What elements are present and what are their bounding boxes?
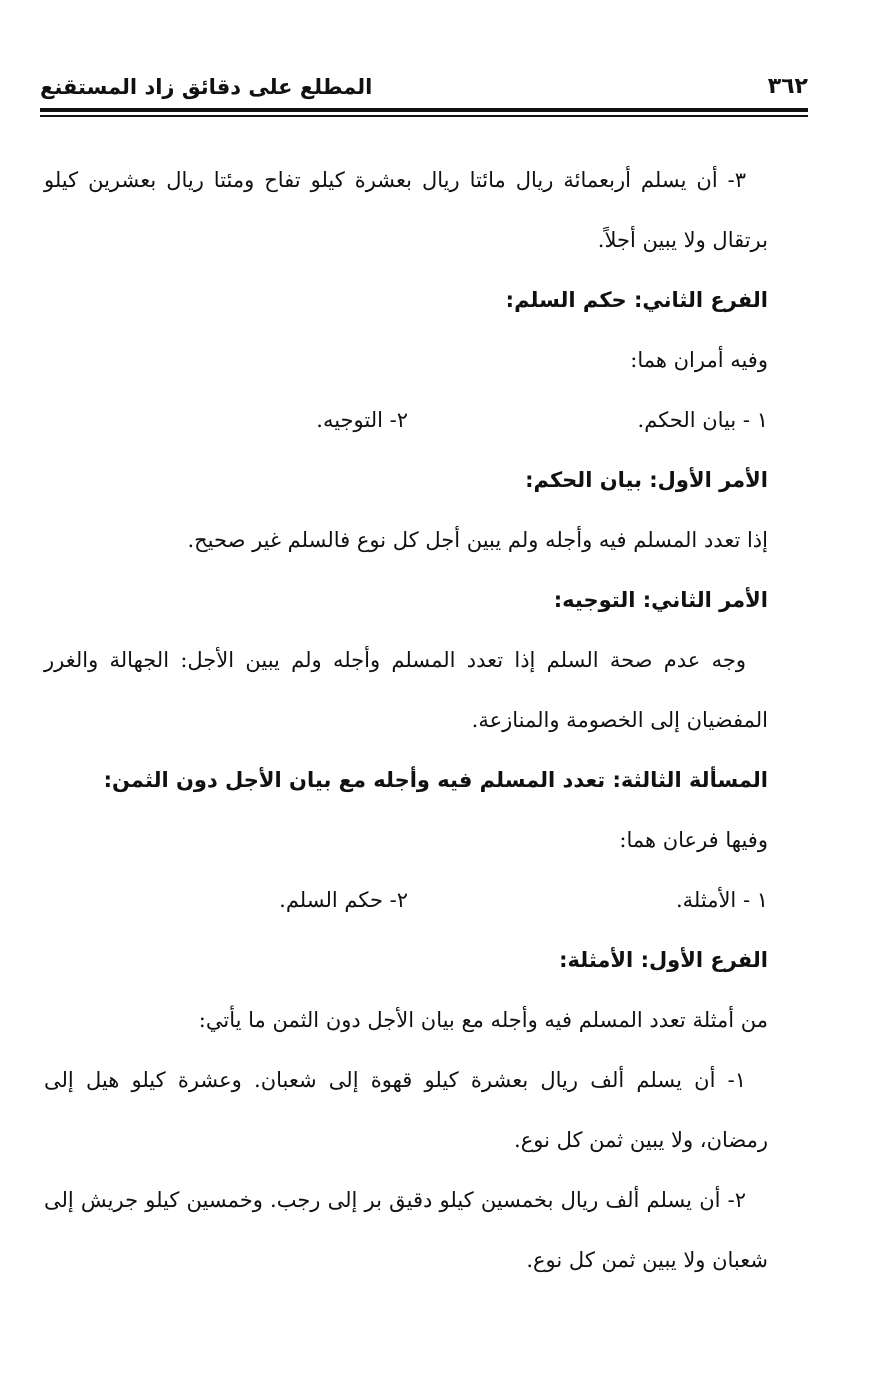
paragraph-example-3: ٣- أن يسلم أربعمائة ريال مائتا ريال بعشرة كيلو تفاح ومئتا ريال بعشرين كيلو برتقال ولا يبين أجلاً. xyxy=(44,168,768,252)
page-number: ٣٦٢ xyxy=(767,74,808,99)
branches-list xyxy=(44,870,768,930)
paragraph-two-matters: وفيه أمران هما: xyxy=(630,348,768,372)
heading-branch-2-ruling: الفرع الثاني: حكم السلم: xyxy=(505,288,768,312)
paragraph-ruling: إذا تعدد المسلم فيه وأجله ولم يبين أجل كل نوع فالسلم غير صحيح. xyxy=(187,528,768,552)
list-item: ١ - الأمثلة. xyxy=(675,888,768,912)
header-rule-thin xyxy=(40,115,808,117)
paragraph-justification: وجه عدم صحة السلم إذا تعدد المسلم وأجله ولم يبين الأجل: الجهالة والغرر المفضيان إلى الخصومة والمنازعة. xyxy=(44,648,768,732)
paragraph-examples-intro: من أمثلة تعدد المسلم فيه وأجله مع بيان الأجل دون الثمن ما يأتي: xyxy=(198,1008,768,1032)
page-body xyxy=(44,150,768,1290)
paragraph-example-1: ١- أن يسلم ألف ريال بعشرة كيلو قهوة إلى شعبان. وعشرة كيلو هيل إلى رمضان، ولا يبين ثمن كل نوع. xyxy=(44,1068,768,1152)
list-item: ١ - بيان الحكم. xyxy=(637,408,768,432)
paragraph-two-branches: وفيها فرعان هما: xyxy=(619,828,768,852)
book-title: المطلع على دقائق زاد المستقنع xyxy=(40,75,373,99)
heading-matter-1: الأمر الأول: بيان الحكم: xyxy=(525,468,768,492)
matters-list xyxy=(44,390,768,450)
heading-issue-3: المسألة الثالثة: تعدد المسلم فيه وأجله مع بيان الأجل دون الثمن: xyxy=(103,768,768,792)
running-header xyxy=(40,72,808,106)
heading-branch-1-examples: الفرع الأول: الأمثلة: xyxy=(559,948,768,972)
list-item: ٢- حكم السلم. xyxy=(279,888,408,912)
paragraph-example-2: ٢- أن يسلم ألف ريال بخمسين كيلو دقيق بر إلى رجب. وخمسين كيلو جريش إلى شعبان ولا يبين ثمن كل نوع. xyxy=(44,1188,768,1272)
list-item: ٢- التوجيه. xyxy=(316,408,408,432)
header-rule-thick xyxy=(40,108,808,112)
heading-matter-2: الأمر الثاني: التوجيه: xyxy=(553,588,768,612)
